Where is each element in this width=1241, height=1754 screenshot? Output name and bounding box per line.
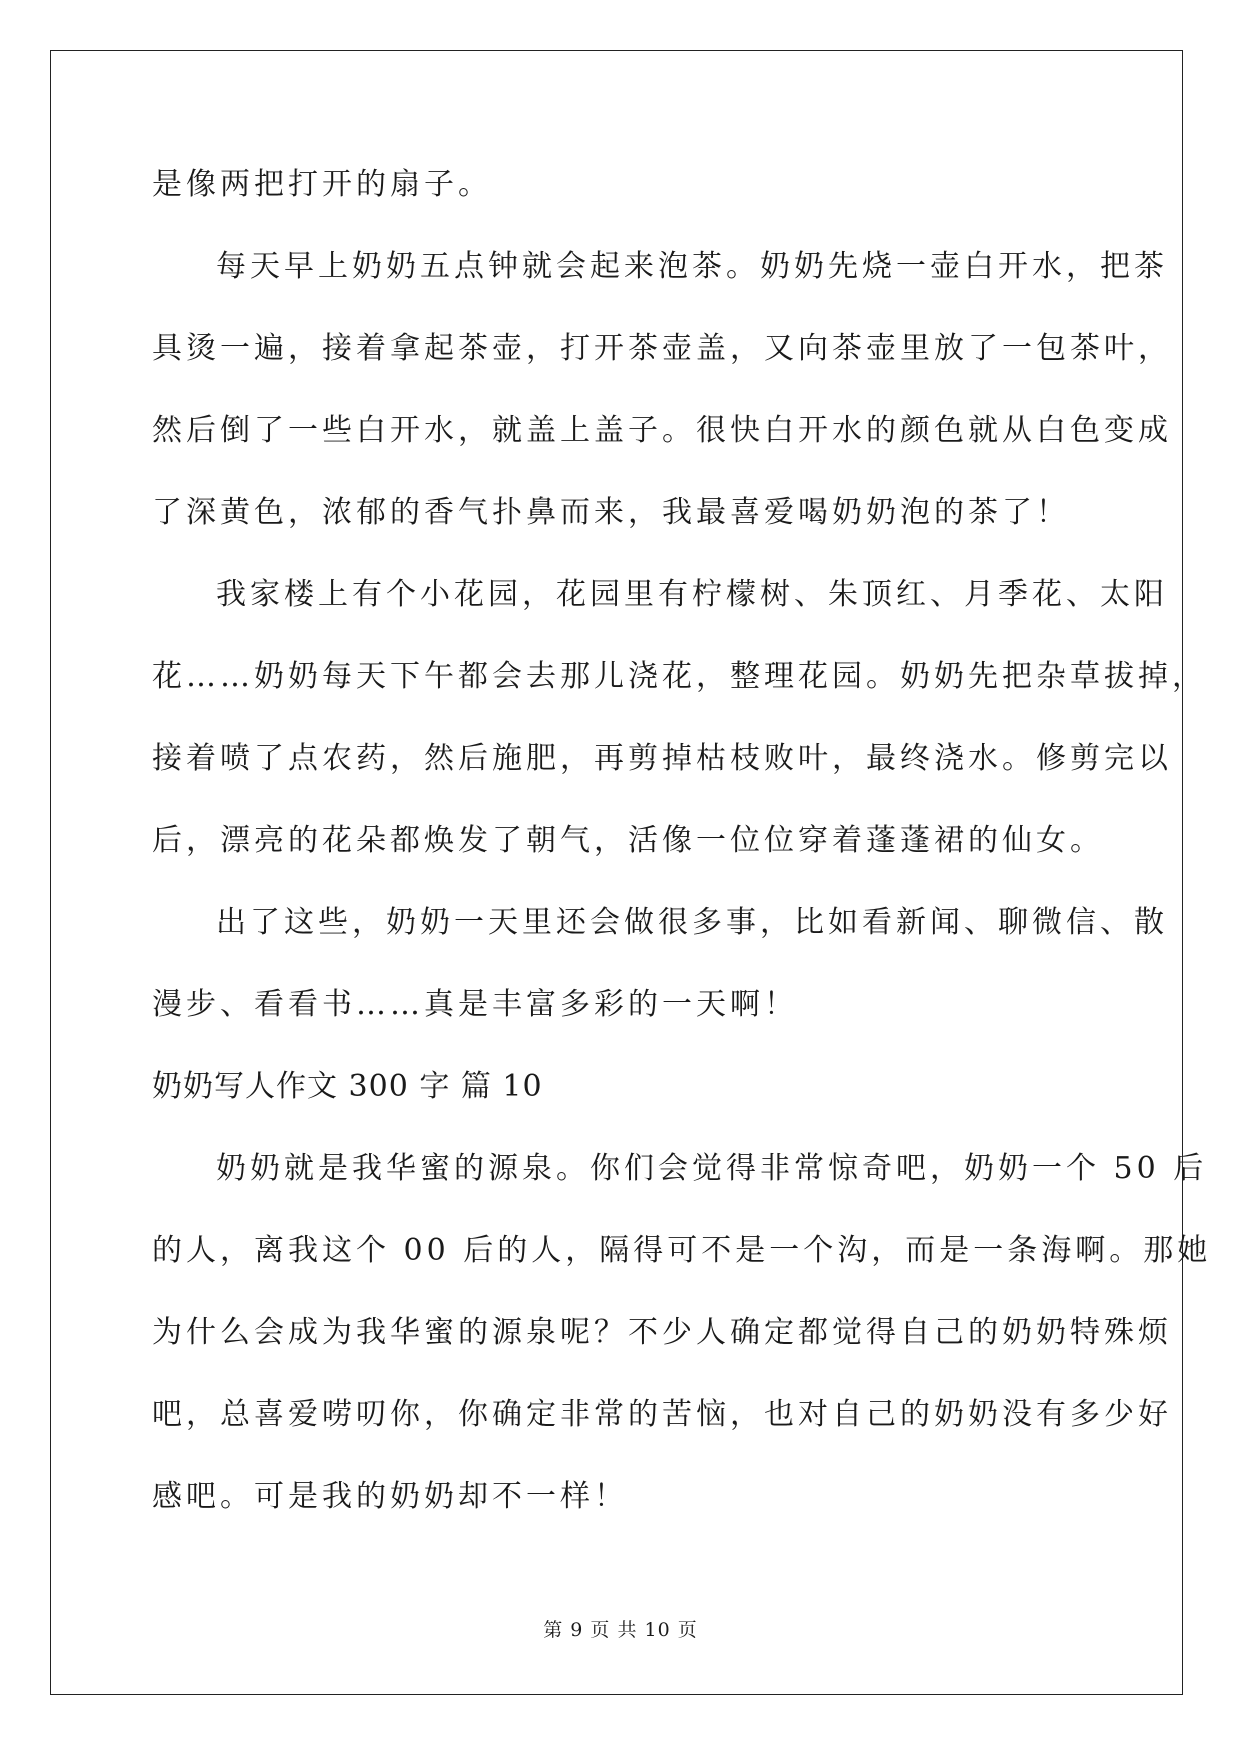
text-line: 是像两把打开的扇子。 — [152, 167, 492, 202]
text-line: 每天早上奶奶五点钟就会起来泡茶。奶奶先烧一壶白开水，把茶 — [216, 249, 1168, 284]
text-line: 具烫一遍，接着拿起茶壶，打开茶壶盖，又向茶壶里放了一包茶叶， — [152, 331, 1172, 366]
text-line: 奶奶就是我华蜜的源泉。你们会觉得非常惊奇吧，奶奶一个 50 后 — [216, 1151, 1208, 1186]
text-line: 然后倒了一些白开水，就盖上盖子。很快白开水的颜色就从白色变成 — [152, 413, 1172, 448]
text-line: 为什么会成为我华蜜的源泉呢？不少人确定都觉得自己的奶奶特殊烦 — [152, 1315, 1172, 1350]
text-line: 花……奶奶每天下午都会去那儿浇花，整理花园。奶奶先把杂草拔掉， — [152, 659, 1206, 694]
text-line: 后，漂亮的花朵都焕发了朝气，活像一位位穿着蓬蓬裙的仙女。 — [152, 823, 1104, 858]
text-line: 接着喷了点农药，然后施肥，再剪掉枯枝败叶，最终浇水。修剪完以 — [152, 741, 1172, 776]
text-line: 我家楼上有个小花园，花园里有柠檬树、朱顶红、月季花、太阳 — [216, 577, 1168, 612]
text-line: 了深黄色，浓郁的香气扑鼻而来，我最喜爱喝奶奶泡的茶了！ — [152, 495, 1070, 530]
text-line: 吧，总喜爱唠叨你，你确定非常的苦恼，也对自己的奶奶没有多少好 — [152, 1397, 1172, 1432]
text-line: 出了这些，奶奶一天里还会做很多事，比如看新闻、聊微信、散 — [216, 905, 1168, 940]
section-heading: 奶奶写人作文 300 字 篇 10 — [152, 1069, 543, 1104]
document-body — [152, 160, 1212, 1554]
text-line: 感吧。可是我的奶奶却不一样！ — [152, 1479, 628, 1514]
text-line: 的人，离我这个 00 后的人，隔得可不是一个沟，而是一条海啊。那她 — [152, 1233, 1212, 1268]
page-number: 第 9 页 共 10 页 — [543, 1619, 698, 1641]
text-line: 漫步、看看书……真是丰富多彩的一天啊！ — [152, 987, 798, 1022]
